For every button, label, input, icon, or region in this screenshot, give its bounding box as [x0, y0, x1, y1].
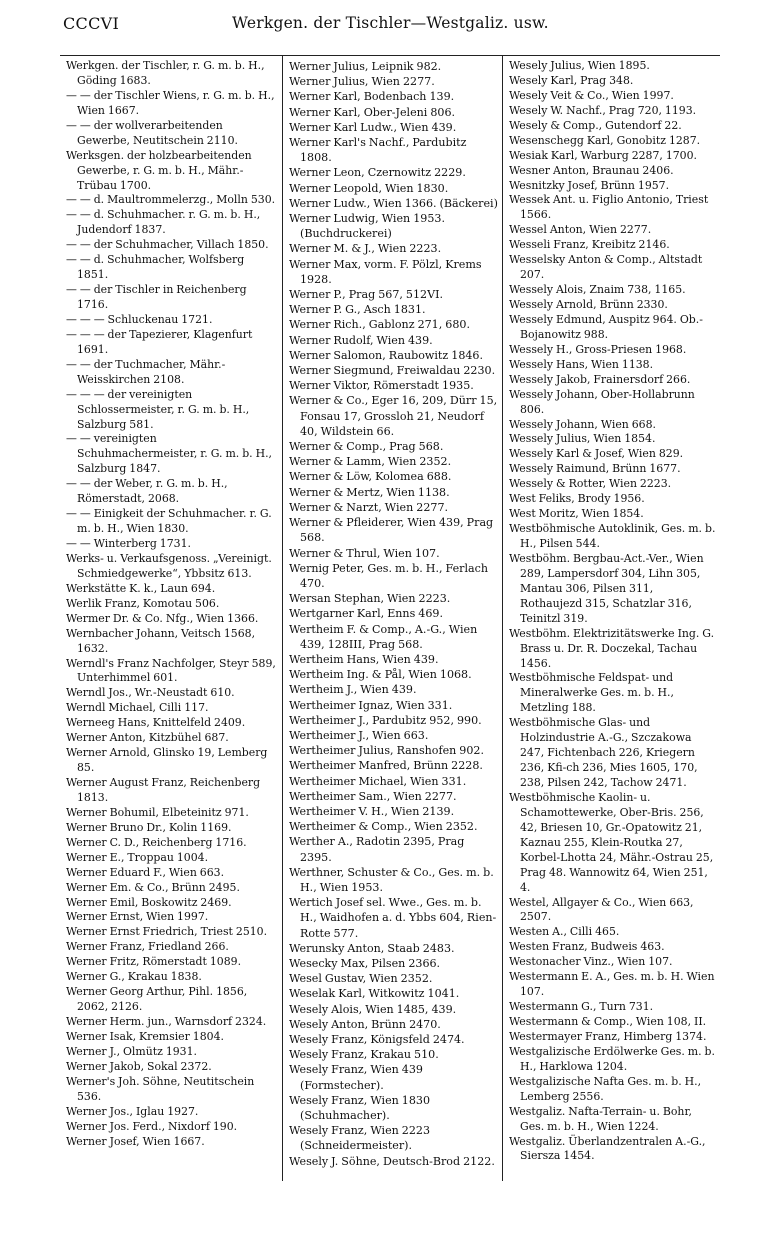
- directory-entry: Wertheim Hans, Wien 439.: [289, 652, 439, 666]
- directory-entry: Werner Arnold, Glinsko 19, Lemberg 85.: [66, 746, 268, 775]
- directory-entry: Werner Franz, Friedland 266.: [66, 940, 229, 954]
- directory-entry: Werner P., Prag 567, 512VI.: [289, 288, 444, 302]
- directory-entry: — — Einigkeit der Schuhmacher. r. G. m. b. H., Wien 1830.: [66, 507, 272, 536]
- directory-entry: Wesel Gustav, Wien 2352.: [289, 972, 433, 986]
- directory-entry: Werner & Pfleiderer, Wien 439, Prag 568.: [289, 516, 494, 545]
- directory-entry: Wertheimer Sam., Wien 2277.: [289, 789, 457, 803]
- page-header: [0, 0, 779, 44]
- directory-entry: Werner's Joh. Söhne, Neutitschein 536.: [66, 1074, 255, 1103]
- directory-entry: Werner Georg Arthur, Pihl. 1856, 2062, 2126.: [66, 985, 248, 1014]
- directory-entry: — — d. Maultrommelerzg., Molln 530.: [66, 193, 276, 207]
- directory-entry: Wertheim J., Wien 439.: [289, 683, 417, 697]
- directory-entry: Wesely W. Nachf., Prag 720, 1193.: [509, 103, 697, 117]
- directory-entry: — — der wollverarbeitenden Gewerbe, Neutitschein 2110.: [66, 118, 238, 147]
- directory-entry: Werndl's Franz Nachfolger, Steyr 589, Unterhimmel 601.: [66, 656, 276, 685]
- directory-entry: Wesely Veit & Co., Wien 1997.: [509, 88, 674, 102]
- directory-entry: Westgalizische Erdölwerke Ges. m. b. H., Harklowa 1204.: [509, 1044, 715, 1073]
- directory-entry: Werner Rich., Gablonz 271, 680.: [289, 318, 470, 332]
- directory-entry: Werner Siegmund, Freiwaldau 2230.: [289, 364, 496, 378]
- directory-entry: Werner Julius, Wien 2277.: [289, 75, 435, 89]
- directory-entry: — — der Tischler Wiens, r. G. m. b. H., Wien 1667.: [66, 88, 275, 117]
- directory-entry: — — — der vereinigten Schlossermeister, r. G. m. b. H., Salzburg 581.: [66, 387, 250, 431]
- directory-entry: Wertheim Ing. & Pål, Wien 1068.: [289, 668, 472, 682]
- directory-entry: Wessely Alois, Znaim 738, 1165.: [509, 283, 686, 297]
- directory-entry: Werther A., Radotin 2395, Prag 2395.: [289, 835, 465, 864]
- directory-entry: Werner Isak, Kremsier 1804.: [66, 1029, 224, 1043]
- directory-entry: Westermann G., Turn 731.: [509, 1000, 654, 1014]
- directory-entry: — — vereinigten Schuhmachermeister, r. G. m. b. H., Salzburg 1847.: [66, 432, 273, 476]
- column-1: [60, 56, 282, 1181]
- directory-entry: Wessely & Rotter, Wien 2223.: [509, 477, 672, 491]
- directory-entry: Wertheimer Ignaz, Wien 331.: [289, 698, 453, 712]
- directory-entry: Werner Fritz, Römerstadt 1089.: [66, 955, 242, 969]
- directory-entry: Wertheimer Manfred, Brünn 2228.: [289, 759, 483, 773]
- directory-entry: Werner Karl, Ober-Jeleni 806.: [289, 105, 456, 119]
- directory-entry: — — d. Schuhmacher. r. G. m. b. H., Judendorf 1837.: [66, 208, 261, 237]
- directory-entry: Wesely Franz, Wien 439 (Formstecher).: [289, 1063, 423, 1092]
- directory-entry: Werndl Jos., Wr.-Neustadt 610.: [66, 686, 235, 700]
- directory-entry: Wernig Peter, Ges. m. b. H., Ferlach 470.: [289, 561, 489, 590]
- directory-entry: Westermann & Comp., Wien 108, II.: [509, 1015, 707, 1028]
- directory-entry: Wessely Arnold, Brünn 2330.: [509, 298, 668, 311]
- directory-entry: Wertheimer Michael, Wien 331.: [289, 774, 467, 788]
- directory-entry: Werner Bohumil, Elbeteinitz 971.: [66, 805, 249, 819]
- directory-entry: — — der Tuchmacher, Mähr.-Weisskirchen 2108.: [66, 357, 226, 386]
- directory-entry: Werner Bruno Dr., Kolin 1169.: [66, 820, 232, 834]
- directory-entry: Wertheim F. & Comp., A.-G., Wien 439, 128III, Prag 568.: [289, 622, 478, 651]
- directory-entry: Werkstätte K. k., Laun 694.: [66, 581, 216, 595]
- directory-entry: Westgaliz. Überlandzentralen A.-G., Siersza 1454.: [509, 1134, 706, 1163]
- directory-entry: Werner Karl, Bodenbach 139.: [289, 90, 455, 104]
- directory-entry: Wesely Franz, Krakau 510.: [289, 1048, 439, 1062]
- directory-entry: Werner & Comp., Prag 568.: [289, 440, 444, 454]
- directory-entry: Werner J., Olmütz 1931.: [66, 1044, 197, 1058]
- directory-entry: West Moritz, Wien 1854.: [509, 507, 644, 521]
- directory-entry: Wesely & Comp., Gutendorf 22.: [509, 118, 682, 132]
- directory-entry: — — der Tischler in Reichenberg 1716.: [66, 283, 247, 311]
- directory-entry: Werner G., Krakau 1838.: [66, 970, 202, 984]
- directory-entry: Wesely Karl, Prag 348.: [509, 73, 634, 87]
- directory-entry: Westel, Allgayer & Co., Wien 663, 2507.: [509, 895, 694, 924]
- directory-entry: Werner & Löw, Kolomea 688.: [289, 470, 452, 484]
- directory-entry: Westen Franz, Budweis 463.: [509, 940, 665, 954]
- directory-entry: Werner & Lamm, Wien 2352.: [289, 455, 452, 469]
- directory-entry: Westen A., Cilli 465.: [509, 925, 620, 939]
- directory-entry: Werner Eduard F., Wien 663.: [66, 865, 225, 879]
- directory-entry: Werkgen. der Tischler, r. G. m. b. H., Göding 1683.: [66, 59, 265, 87]
- directory-entry: Wessely Johann, Ober-Hollabrunn 806.: [509, 387, 695, 416]
- directory-entry: Wessel Anton, Wien 2277.: [509, 223, 652, 237]
- directory-entry: Wesely Franz, Wien 2223 (Schneidermeister).: [289, 1124, 431, 1153]
- directory-entry: Werner Karl Ludw., Wien 439.: [289, 120, 457, 134]
- directory-entry: Westgaliz. Nafta-Terrain- u. Bohr, Ges. m. b. H., Wien 1224.: [509, 1104, 692, 1133]
- directory-entry: Werner Josef, Wien 1667.: [66, 1134, 205, 1148]
- directory-entry: Westböhmische Kaolin- u. Schamottewerke, Ober-Bris. 256, 42, Briesen 10, Gr.-Opatowitz 21, Kaznau 255, Klein-Routka 27, Korbel-Lhotta 24, Mähr.-Ostrau 25, Prag 48. Wannowitz 64, Wien 251, 4.: [509, 790, 714, 894]
- directory-entry: Wesely J. Söhne, Deutsch-Brod 2122.: [289, 1154, 495, 1168]
- directory-entry: Wesely Franz, Wien 1830 (Schuhmacher).: [289, 1093, 431, 1123]
- directory-entry: Werner Anton, Kitzbühel 687.: [66, 731, 229, 745]
- directory-entry: Westgalizische Nafta Ges. m. b. H., Lemberg 2556.: [509, 1074, 702, 1103]
- directory-entry: Werner Leon, Czernowitz 2229.: [289, 166, 466, 180]
- directory-entry: Wesely Anton, Brünn 2470.: [289, 1017, 441, 1031]
- directory-entry: Werner & Thrul, Wien 107.: [289, 546, 440, 560]
- directory-entry: Wessely Johann, Wien 668.: [509, 417, 657, 431]
- directory-entry: Werner Em. & Co., Brünn 2495.: [66, 880, 240, 894]
- directory-entry: Werner Ernst, Wien 1997.: [66, 910, 209, 924]
- directory-entry: Werner Salomon, Raubowitz 1846.: [289, 348, 484, 362]
- directory-entry: Wesiak Karl, Warburg 2287, 1700.: [509, 148, 698, 162]
- directory-entry: Wermer Dr. & Co. Nfg., Wien 1366.: [66, 611, 259, 625]
- directory-entry: Wertich Josef sel. Wwe., Ges. m. b. H., Waidhofen a. d. Ybbs 604, Rien-Rotte 577.: [289, 896, 497, 940]
- directory-entry: Westermayer Franz, Himberg 1374.: [509, 1029, 707, 1043]
- directory-entry: Werner Viktor, Römerstadt 1935.: [289, 379, 474, 393]
- directory-columns: [60, 55, 720, 1181]
- directory-entry: Wertheimer J., Pardubitz 952, 990.: [289, 713, 482, 727]
- directory-entry: Werner Jos., Iglau 1927.: [66, 1104, 199, 1118]
- directory-entry: Westböhm. Bergbau-Act.-Ver., Wien 289, Lampersdorf 304, Lihn 305, Mantau 306, Pilsen 311, Rothaujezd 315, Schatzlar 316, Teinitzl 319.: [509, 551, 704, 625]
- directory-entry: Wernbacher Johann, Veitsch 1568, 1632.: [66, 626, 256, 655]
- directory-entry: Wessek Ant. u. Figlio Antonio, Triest 1566.: [509, 193, 709, 222]
- directory-entry: Westermann E. A., Ges. m. b. H. Wien 107.: [509, 970, 715, 999]
- directory-entry: Werner Rudolf, Wien 439.: [289, 333, 433, 347]
- directory-entry: Werner Julius, Leipnik 982.: [289, 60, 442, 73]
- directory-entry: Werner Jakob, Sokal 2372.: [66, 1059, 212, 1073]
- directory-entry: Werner P. G., Asch 1831.: [289, 303, 426, 317]
- running-head: Werkgen. der Tischler—Westgaliz. usw.: [232, 14, 549, 32]
- directory-entry: Werner & Co., Eger 16, 209, Dürr 15, Fonsau 17, Grossloh 21, Neudorf 40, Wildstein 66.: [289, 394, 498, 438]
- directory-entry: — — der Weber, r. G. m. b. H., Römerstadt, 2068.: [66, 477, 228, 506]
- directory-entry: Wessely Edmund, Auspitz 964. Ob.-Bojanowitz 988.: [509, 312, 703, 341]
- directory-entry: Werner Max, vorm. F. Pölzl, Krems 1928.: [289, 257, 482, 286]
- directory-entry: Westböhmische Feldspat- und Mineralwerke Ges. m. b. H., Metzling 188.: [509, 671, 674, 715]
- directory-entry: Werndl Michael, Cilli 117.: [66, 701, 209, 715]
- directory-entry: Wesecky Max, Pilsen 2366.: [289, 956, 441, 970]
- directory-entry: Werner C. D., Reichenberg 1716.: [66, 835, 247, 849]
- directory-entry: Wertheimer & Comp., Wien 2352.: [289, 820, 478, 834]
- directory-entry: Wertheimer Julius, Ranshofen 902.: [289, 744, 485, 758]
- directory-entry: Werner E., Troppau 1004.: [66, 850, 209, 864]
- directory-entry: — — d. Schuhmacher, Wolfsberg 1851.: [66, 253, 245, 282]
- directory-entry: Wertgarner Karl, Enns 469.: [289, 607, 443, 621]
- directory-entry: Werner Leopold, Wien 1830.: [289, 181, 449, 195]
- directory-entry: Wesely Julius, Wien 1895.: [509, 59, 650, 72]
- directory-entry: Werksgen. der holzbearbeitenden Gewerbe, r. G. m. b. H., Mähr.-Trübau 1700.: [66, 148, 252, 192]
- directory-entry: Westböhmische Glas- und Holzindustrie A.-G., Szczakowa 247, Fichtenbach 226, Kriegern 236, Kfi-ch 236, Mies 1605, 170, 238, Pilsen 242, Tachow 2471.: [509, 716, 698, 789]
- directory-entry: Werner Ernst Friedrich, Triest 2510.: [66, 925, 268, 939]
- directory-entry: Wessely Raimund, Brünn 1677.: [509, 462, 681, 476]
- directory-entry: Werner Ludw., Wien 1366. (Bäckerei): [289, 196, 498, 210]
- directory-entry: Werner Herm. jun., Warnsdorf 2324.: [66, 1015, 267, 1028]
- directory-entry: Werner August Franz, Reichenberg 1813.: [66, 776, 261, 804]
- directory-entry: West Feliks, Brody 1956.: [509, 492, 645, 506]
- directory-entry: Werner Jos. Ferd., Nixdorf 190.: [66, 1119, 238, 1133]
- directory-entry: Wertheimer J., Wien 663.: [289, 728, 429, 742]
- directory-entry: Wessely Hans, Wien 1138.: [509, 357, 654, 371]
- directory-entry: Werner Emil, Boskowitz 2469.: [66, 895, 232, 909]
- directory-entry: Westonacher Vinz., Wien 107.: [509, 955, 673, 969]
- directory-entry: Wesely Franz, Königsfeld 2474.: [289, 1033, 465, 1046]
- directory-entry: Wersan Stephan, Wien 2223.: [289, 592, 451, 606]
- directory-entry: Wesely Alois, Wien 1485, 439.: [289, 1002, 457, 1016]
- directory-entry: Wesseli Franz, Kreibitz 2146.: [509, 238, 670, 252]
- directory-entry: Wesenschegg Karl, Gonobitz 1287.: [509, 133, 701, 147]
- directory-entry: Werner Ludwig, Wien 1953. (Buchdruckerei): [289, 212, 445, 241]
- directory-entry: Wessely H., Gross-Priesen 1968.: [509, 342, 687, 356]
- directory-entry: Werner Karl's Nachf., Pardubitz 1808.: [289, 136, 467, 165]
- page-number: CCCVI: [63, 14, 120, 33]
- directory-entry: Werner & Mertz, Wien 1138.: [289, 485, 450, 499]
- directory-entry: — — der Schuhmacher, Villach 1850.: [66, 238, 269, 252]
- directory-entry: Westböhmische Autoklinik, Ges. m. b. H., Pilsen 544.: [509, 522, 716, 550]
- directory-entry: — — — der Tapezierer, Klagenfurt 1691.: [66, 327, 253, 356]
- column-2: [282, 56, 502, 1181]
- directory-entry: Werlik Franz, Komotau 506.: [66, 596, 220, 610]
- directory-entry: — — Winterberg 1731.: [66, 537, 191, 550]
- directory-entry: Wessely Jakob, Frainersdorf 266.: [509, 372, 691, 386]
- directory-entry: Wessely Julius, Wien 1854.: [509, 432, 656, 446]
- directory-entry: Weselak Karl, Witkowitz 1041.: [289, 987, 460, 1001]
- directory-entry: — — — Schluckenau 1721.: [66, 312, 213, 326]
- directory-entry: Werthner, Schuster & Co., Ges. m. b. H., Wien 1953.: [289, 865, 494, 894]
- column-3: [502, 56, 720, 1181]
- directory-entry: Wesselsky Anton & Comp., Altstadt 207.: [509, 253, 703, 282]
- directory-entry: Werner M. & J., Wien 2223.: [289, 242, 442, 256]
- directory-entry: Werunsky Anton, Staab 2483.: [289, 941, 455, 955]
- directory-entry: Werks- u. Verkaufsgenoss. „Vereinigt. Schmiedgewerke“, Ybbsitz 613.: [66, 551, 272, 580]
- directory-entry: Werneeg Hans, Knittelfeld 2409.: [66, 716, 246, 730]
- directory-entry: Wertheimer V. H., Wien 2139.: [289, 804, 455, 818]
- directory-entry: Wesnitzky Josef, Brünn 1957.: [509, 178, 670, 192]
- directory-entry: Werner & Narzt, Wien 2277.: [289, 500, 449, 514]
- directory-entry: Westböhm. Elektrizitätswerke Ing. G. Brass u. Dr. R. Doczekal, Tachau 1456.: [509, 626, 715, 670]
- directory-entry: Wesner Anton, Braunau 2406.: [509, 163, 674, 177]
- directory-entry: Wessely Karl & Josef, Wien 829.: [509, 447, 684, 461]
